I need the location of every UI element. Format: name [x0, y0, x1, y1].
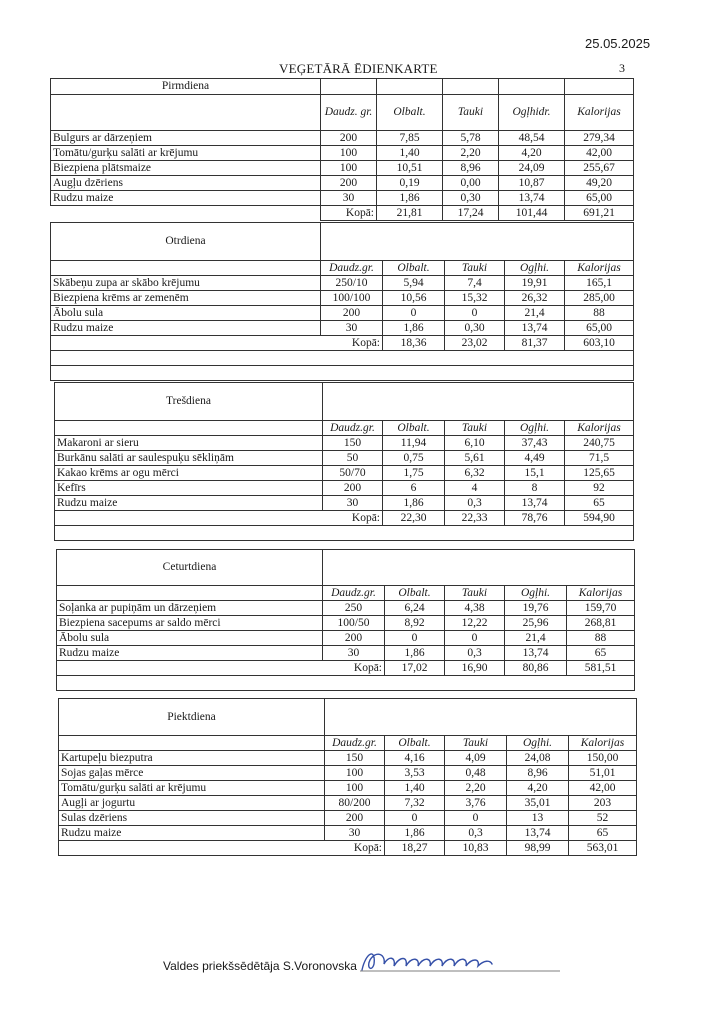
cell-carbs: 19,76 [505, 601, 567, 616]
table-row [51, 131, 634, 146]
cell-calories: 71,5 [565, 451, 634, 466]
cell-amount: 80/200 [325, 796, 385, 811]
total-fat: 23,02 [445, 336, 505, 351]
handwritten-signature [352, 944, 562, 974]
dish-name: Augļi ar jogurtu [59, 796, 325, 811]
col-header-amount: Daudz.gr. [325, 736, 385, 751]
day-name: Pirmdiena [51, 79, 321, 95]
col-header-calories: Kalorijas [567, 586, 635, 601]
cell-amount: 30 [323, 646, 385, 661]
total-protein: 22,30 [383, 511, 445, 526]
total-fat: 10,83 [445, 841, 507, 856]
cell-carbs: 48,54 [499, 131, 565, 146]
cell-protein: 11,94 [383, 436, 445, 451]
cell-calories: 125,65 [565, 466, 634, 481]
cell-carbs: 25,96 [505, 616, 567, 631]
cell-calories: 285,00 [565, 291, 634, 306]
col-header-protein: Olbalt. [385, 736, 445, 751]
table-row [51, 291, 634, 306]
cell-carbs: 13,74 [505, 321, 565, 336]
cell-calories: 268,81 [567, 616, 635, 631]
col-header-protein: Olbalt. [377, 95, 443, 131]
total-protein: 18,36 [383, 336, 445, 351]
col-header-carbs: Ogļhi. [505, 421, 565, 436]
col-header-calories: Kalorijas [565, 421, 634, 436]
table-row [55, 466, 634, 481]
cell-calories: 240,75 [565, 436, 634, 451]
col-header-fat: Tauki [443, 95, 499, 131]
dish-name: Rudzu maize [57, 646, 323, 661]
table-row [55, 436, 634, 451]
cell-carbs: 13,74 [499, 191, 565, 206]
total-carbs: 80,86 [505, 661, 567, 676]
dish-name: Kartupeļu biezputra [59, 751, 325, 766]
cell-amount: 30 [323, 496, 383, 511]
col-header-amount: Daudz.gr. [323, 586, 385, 601]
cell-amount: 250 [323, 601, 385, 616]
cell-amount: 100 [321, 161, 377, 176]
table-row [57, 631, 635, 646]
col-header-fat: Tauki [445, 261, 505, 276]
dish-name: Biezpiena plātsmaize [51, 161, 321, 176]
total-calories: 603,10 [565, 336, 634, 351]
total-calories: 581,51 [567, 661, 635, 676]
table-row [55, 481, 634, 496]
dish-name: Ābolu sula [57, 631, 323, 646]
cell-calories: 92 [565, 481, 634, 496]
cell-carbs: 26,32 [505, 291, 565, 306]
signature-caption: Valdes priekšsēdētāja S.Voronovska [163, 959, 357, 973]
col-header-carbs: Ogļhi. [505, 261, 565, 276]
cell-fat: 0,48 [445, 766, 507, 781]
cell-protein: 5,94 [383, 276, 445, 291]
dish-name: Makaroni ar sieru [55, 436, 323, 451]
table-row [55, 451, 634, 466]
dish-name: Ābolu sula [51, 306, 321, 321]
cell-calories: 255,67 [565, 161, 634, 176]
cell-protein: 0,19 [377, 176, 443, 191]
cell-amount: 100/50 [323, 616, 385, 631]
cell-carbs: 13,74 [505, 646, 567, 661]
cell-protein: 7,85 [377, 131, 443, 146]
cell-fat: 0,30 [445, 321, 505, 336]
cell-calories: 65 [567, 646, 635, 661]
cell-calories: 65 [565, 496, 634, 511]
total-row [57, 661, 635, 676]
cell-amount: 100 [321, 146, 377, 161]
cell-protein: 0 [385, 631, 445, 646]
cell-protein: 7,32 [385, 796, 445, 811]
total-label: Kopā: [321, 206, 377, 221]
dish-name: Sojas gaļas mērce [59, 766, 325, 781]
dish-name: Kefīrs [55, 481, 323, 496]
total-calories: 691,21 [565, 206, 634, 221]
table-row [51, 176, 634, 191]
day-table-friday [58, 698, 637, 856]
cell-fat: 0,3 [445, 496, 505, 511]
cell-fat: 2,20 [445, 781, 507, 796]
cell-protein: 1,40 [377, 146, 443, 161]
cell-carbs: 21,4 [505, 306, 565, 321]
cell-protein: 1,86 [377, 191, 443, 206]
cell-calories: 88 [567, 631, 635, 646]
day-table-tuesday [50, 222, 634, 381]
total-fat: 17,24 [443, 206, 499, 221]
cell-fat: 2,20 [443, 146, 499, 161]
cell-carbs: 13 [507, 811, 569, 826]
cell-protein: 1,86 [383, 321, 445, 336]
cell-amount: 250/10 [321, 276, 383, 291]
table-row [59, 811, 637, 826]
cell-protein: 1,75 [383, 466, 445, 481]
table-row [59, 766, 637, 781]
cell-calories: 42,00 [565, 146, 634, 161]
cell-fat: 0,3 [445, 646, 505, 661]
cell-calories: 51,01 [569, 766, 637, 781]
table-row [59, 751, 637, 766]
cell-amount: 50 [323, 451, 383, 466]
cell-amount: 30 [325, 826, 385, 841]
dish-name: Biezpiena krēms ar zemenēm [51, 291, 321, 306]
cell-fat: 0,30 [443, 191, 499, 206]
cell-carbs: 4,20 [499, 146, 565, 161]
dish-name: Bulgurs ar dārzeņiem [51, 131, 321, 146]
table-row [51, 191, 634, 206]
cell-fat: 0 [445, 631, 505, 646]
table-row [57, 601, 635, 616]
cell-fat: 0 [445, 306, 505, 321]
col-header-amount: Daudz.gr. [321, 261, 383, 276]
cell-fat: 5,61 [445, 451, 505, 466]
document-title: VEĢETĀRĀ ĒDIENKARTE [279, 61, 438, 76]
cell-amount: 200 [321, 176, 377, 191]
cell-fat: 6,10 [445, 436, 505, 451]
col-header-protein: Olbalt. [383, 261, 445, 276]
cell-amount: 150 [325, 751, 385, 766]
cell-protein: 10,51 [377, 161, 443, 176]
day-table-monday [50, 78, 634, 221]
cell-fat: 12,22 [445, 616, 505, 631]
cell-carbs: 19,91 [505, 276, 565, 291]
cell-amount: 200 [321, 131, 377, 146]
table-row [51, 321, 634, 336]
total-label: Kopā: [55, 511, 383, 526]
col-header-calories: Kalorijas [565, 261, 634, 276]
cell-calories: 279,34 [565, 131, 634, 146]
document-date: 25.05.2025 [585, 36, 651, 51]
cell-carbs: 8 [505, 481, 565, 496]
cell-carbs: 13,74 [505, 496, 565, 511]
cell-fat: 8,96 [443, 161, 499, 176]
cell-carbs: 13,74 [507, 826, 569, 841]
dish-name: Skābeņu zupa ar skābo krējumu [51, 276, 321, 291]
cell-calories: 88 [565, 306, 634, 321]
cell-protein: 6 [383, 481, 445, 496]
cell-amount: 200 [325, 811, 385, 826]
total-row [55, 511, 634, 526]
cell-calories: 52 [569, 811, 637, 826]
day-table-wednesday [54, 382, 634, 541]
table-row [57, 616, 635, 631]
cell-fat: 4 [445, 481, 505, 496]
cell-carbs: 4,20 [507, 781, 569, 796]
cell-protein: 10,56 [383, 291, 445, 306]
total-row [51, 206, 634, 221]
cell-calories: 65,00 [565, 321, 634, 336]
total-protein: 21,81 [377, 206, 443, 221]
day-name: Otrdiena [51, 223, 321, 261]
cell-fat: 7,4 [445, 276, 505, 291]
table-row [59, 781, 637, 796]
col-header-amount: Daudz.gr. [323, 421, 383, 436]
total-fat: 16,90 [445, 661, 505, 676]
cell-carbs: 35,01 [507, 796, 569, 811]
cell-protein: 0 [383, 306, 445, 321]
cell-carbs: 37,43 [505, 436, 565, 451]
table-row [59, 826, 637, 841]
cell-protein: 6,24 [385, 601, 445, 616]
total-carbs: 78,76 [505, 511, 565, 526]
cell-protein: 8,92 [385, 616, 445, 631]
col-header-carbs: Ogļhi. [505, 586, 567, 601]
col-header-fat: Tauki [445, 421, 505, 436]
col-header-calories: Kalorijas [565, 95, 634, 131]
cell-fat: 5,78 [443, 131, 499, 146]
total-calories: 594,90 [565, 511, 634, 526]
total-calories: 563,01 [569, 841, 637, 856]
col-header-fat: Tauki [445, 736, 507, 751]
cell-protein: 1,86 [385, 826, 445, 841]
cell-calories: 65 [569, 826, 637, 841]
cell-amount: 200 [321, 306, 383, 321]
col-header-fat: Tauki [445, 586, 505, 601]
total-carbs: 81,37 [505, 336, 565, 351]
cell-calories: 203 [569, 796, 637, 811]
cell-fat: 15,32 [445, 291, 505, 306]
day-name: Piektdiena [59, 699, 325, 736]
table-row [57, 646, 635, 661]
cell-fat: 4,38 [445, 601, 505, 616]
cell-carbs: 4,49 [505, 451, 565, 466]
cell-calories: 165,1 [565, 276, 634, 291]
total-row [59, 841, 637, 856]
col-header-calories: Kalorijas [569, 736, 637, 751]
cell-amount: 30 [321, 191, 377, 206]
cell-amount: 100 [325, 766, 385, 781]
cell-amount: 150 [323, 436, 383, 451]
dish-name: Burkānu salāti ar saulespuķu sēkliņām [55, 451, 323, 466]
cell-carbs: 15,1 [505, 466, 565, 481]
total-row [51, 336, 634, 351]
cell-amount: 200 [323, 481, 383, 496]
col-header-protein: Olbalt. [385, 586, 445, 601]
cell-amount: 100/100 [321, 291, 383, 306]
table-row [59, 796, 637, 811]
cell-protein: 0,75 [383, 451, 445, 466]
dish-name: Rudzu maize [55, 496, 323, 511]
day-table-thursday [56, 549, 635, 691]
cell-fat: 4,09 [445, 751, 507, 766]
col-header-carbs: Ogļhidr. [499, 95, 565, 131]
cell-calories: 42,00 [569, 781, 637, 796]
col-header-carbs: Ogļhi. [507, 736, 569, 751]
table-row [51, 276, 634, 291]
cell-amount: 200 [323, 631, 385, 646]
cell-amount: 30 [321, 321, 383, 336]
day-name: Ceturtdiena [57, 550, 323, 586]
cell-fat: 0 [445, 811, 507, 826]
dish-name: Biezpiena sacepums ar saldo mērci [57, 616, 323, 631]
cell-calories: 159,70 [567, 601, 635, 616]
total-protein: 17,02 [385, 661, 445, 676]
dish-name: Soļanka ar pupiņām un dārzeņiem [57, 601, 323, 616]
cell-amount: 50/70 [323, 466, 383, 481]
cell-protein: 1,40 [385, 781, 445, 796]
col-header-amount: Daudz. gr. [321, 95, 377, 131]
day-name: Trešdiena [55, 383, 323, 421]
dish-name: Kakao krēms ar ogu mērci [55, 466, 323, 481]
dish-name: Tomātu/gurķu salāti ar krējumu [51, 146, 321, 161]
total-protein: 18,27 [385, 841, 445, 856]
cell-carbs: 24,09 [499, 161, 565, 176]
cell-calories: 49,20 [565, 176, 634, 191]
cell-calories: 150,00 [569, 751, 637, 766]
dish-name: Rudzu maize [51, 321, 321, 336]
page-number: 3 [619, 61, 625, 75]
cell-fat: 6,32 [445, 466, 505, 481]
total-carbs: 101,44 [499, 206, 565, 221]
table-row [51, 161, 634, 176]
cell-fat: 3,76 [445, 796, 507, 811]
cell-fat: 0,3 [445, 826, 507, 841]
cell-calories: 65,00 [565, 191, 634, 206]
cell-amount: 100 [325, 781, 385, 796]
dish-name: Rudzu maize [59, 826, 325, 841]
table-row [51, 306, 634, 321]
col-header-protein: Olbalt. [383, 421, 445, 436]
cell-protein: 0 [385, 811, 445, 826]
dish-name: Rudzu maize [51, 191, 321, 206]
cell-protein: 4,16 [385, 751, 445, 766]
cell-carbs: 21,4 [505, 631, 567, 646]
cell-protein: 1,86 [385, 646, 445, 661]
cell-carbs: 8,96 [507, 766, 569, 781]
cell-fat: 0,00 [443, 176, 499, 191]
dish-name: Sulas dzēriens [59, 811, 325, 826]
table-row [51, 146, 634, 161]
total-label: Kopā: [51, 336, 383, 351]
total-label: Kopā: [57, 661, 385, 676]
dish-name: Augļu dzēriens [51, 176, 321, 191]
dish-name: Tomātu/gurķu salāti ar krējumu [59, 781, 325, 796]
cell-carbs: 10,87 [499, 176, 565, 191]
total-fat: 22,33 [445, 511, 505, 526]
cell-protein: 1,86 [383, 496, 445, 511]
total-carbs: 98,99 [507, 841, 569, 856]
cell-carbs: 24,08 [507, 751, 569, 766]
cell-protein: 3,53 [385, 766, 445, 781]
total-label: Kopā: [59, 841, 385, 856]
table-row [55, 496, 634, 511]
